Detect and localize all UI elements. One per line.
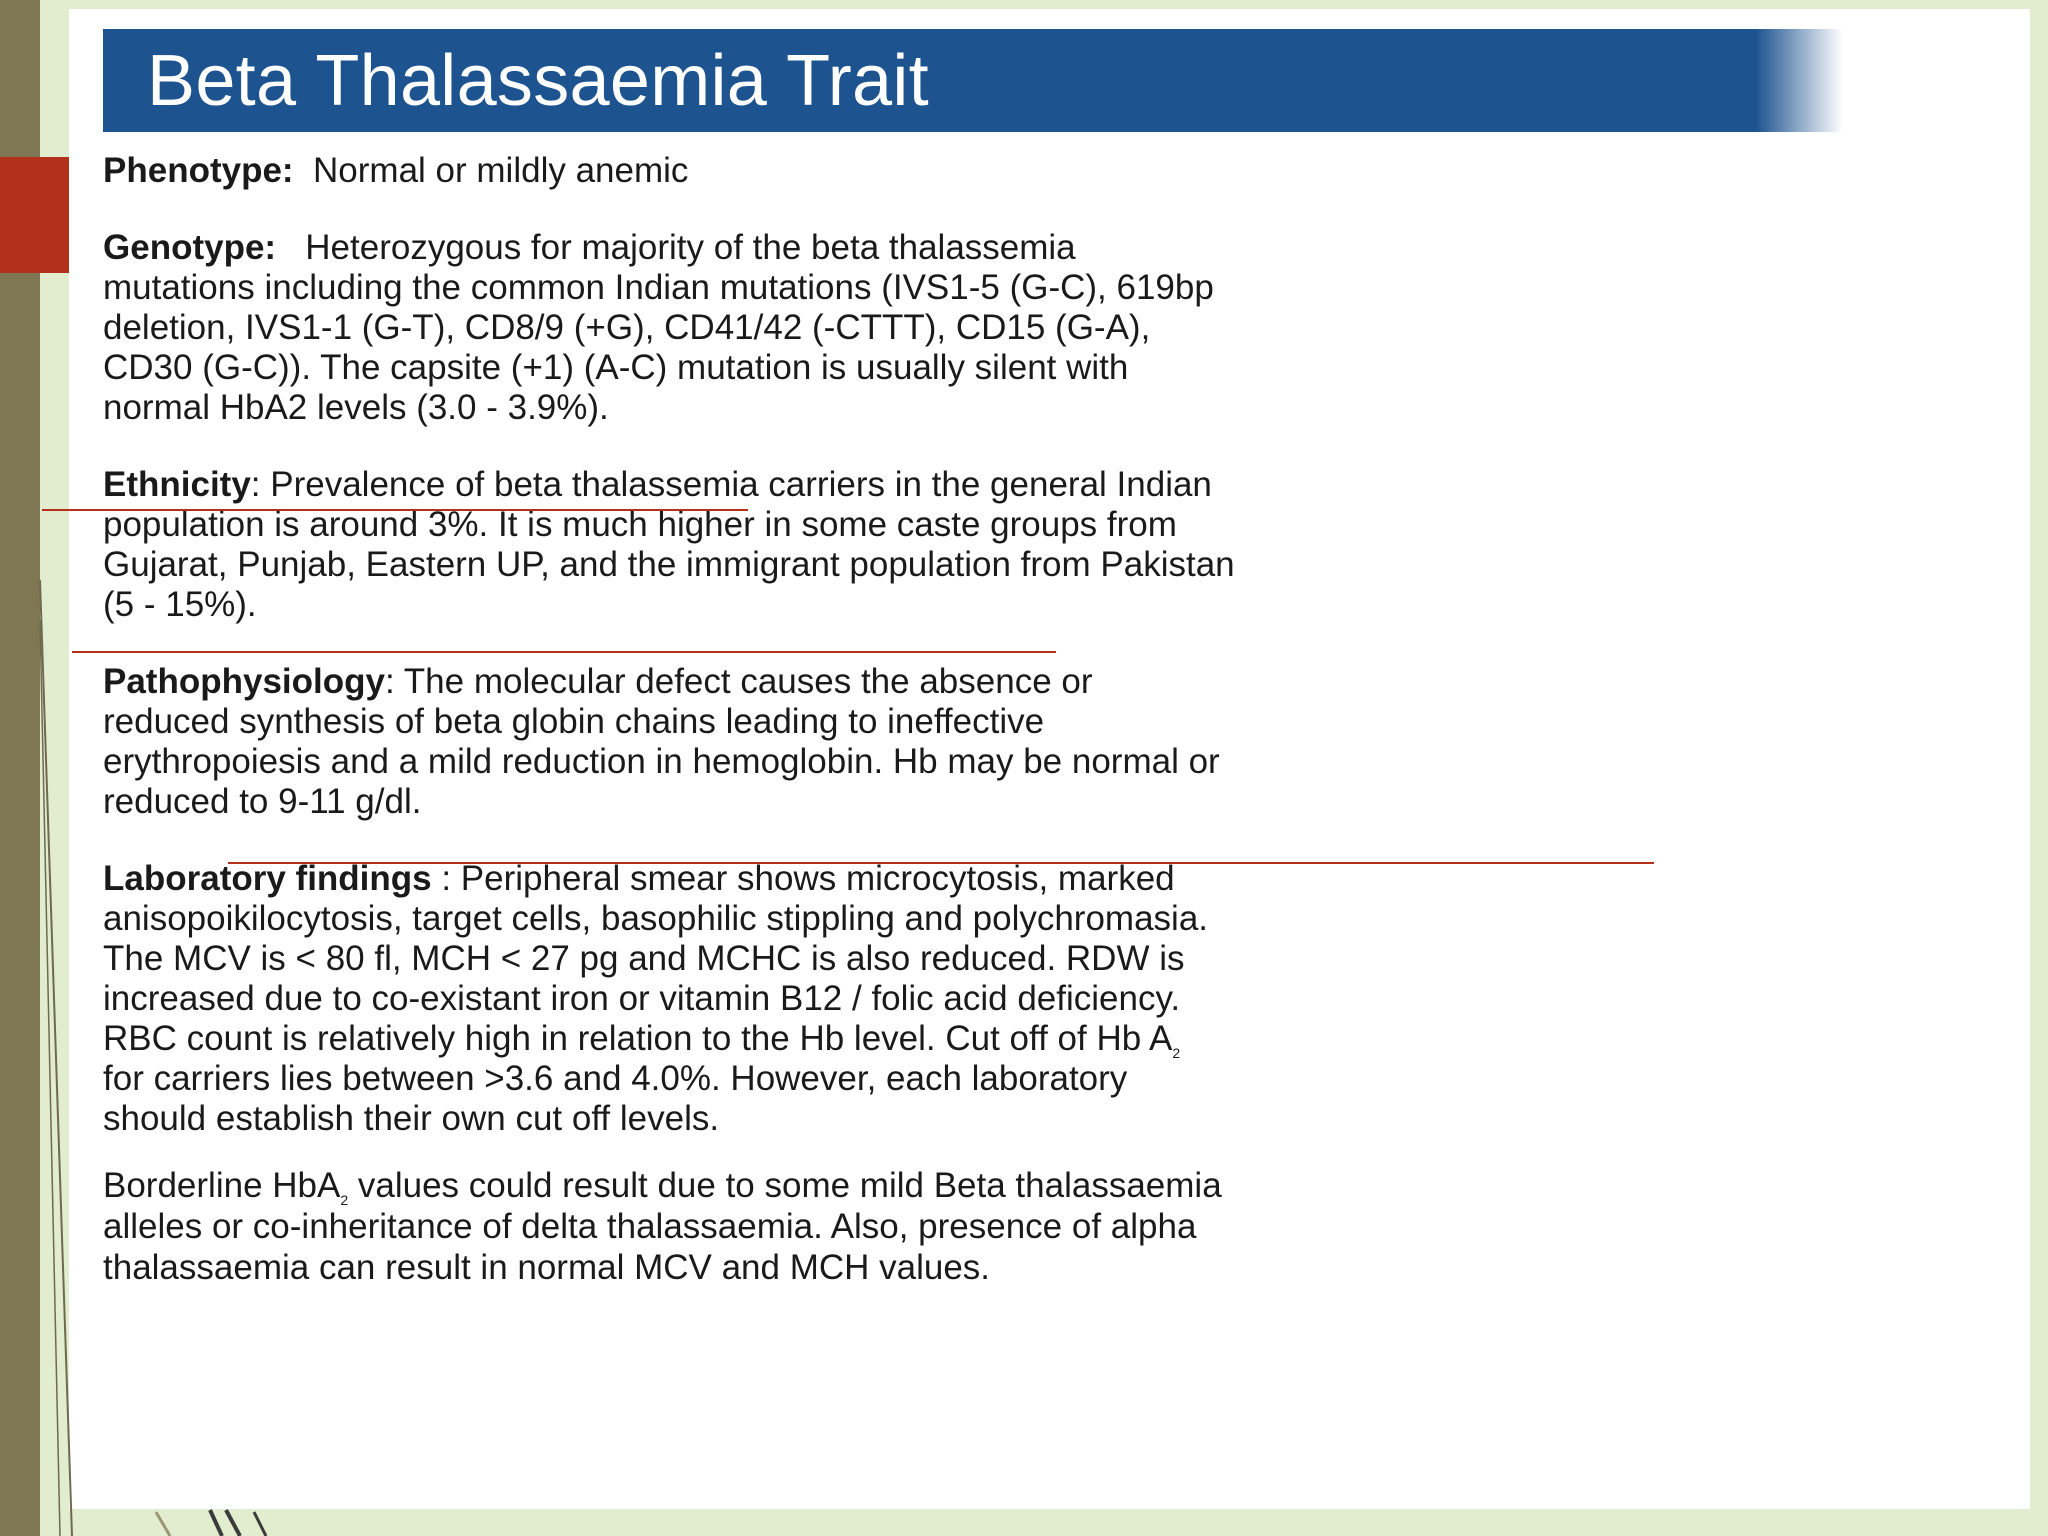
borderline-line-3: thalassaemia can result in normal MCV and MCH values. xyxy=(103,1248,991,1287)
genotype-line-4: CD30 (G-C)). The capsite (+1) (A-C) mutation is usually silent with xyxy=(103,348,1129,387)
pathophysiology-text-1: : The molecular defect causes the absence or xyxy=(384,662,1093,701)
ethnicity-text-1: : Prevalence of beta thalassemia carriers in the general Indian xyxy=(250,465,1212,504)
diagonal-stroke-1 xyxy=(40,580,72,1536)
laboratory-section xyxy=(103,859,1983,1139)
phenotype-text: Normal or mildly anemic xyxy=(313,151,689,190)
genotype-line-2: mutations including the common Indian mutations (IVS1-5 (G-C), 619bp xyxy=(103,268,1214,307)
genotype-line-1 xyxy=(103,228,1983,268)
borderline-lead: Borderline HbA xyxy=(103,1166,341,1205)
bottom-mark-1 xyxy=(156,1512,170,1536)
title-banner xyxy=(103,29,1843,132)
laboratory-text-5: RBC count is relatively high in relation to the Hb level. Cut off of Hb A xyxy=(103,1019,1173,1058)
laboratory-line-1 xyxy=(103,859,1983,899)
genotype-section xyxy=(103,228,1983,428)
borderline-line-1 xyxy=(103,1165,1983,1206)
pathophysiology-line-4: reduced to 9-11 g/dl. xyxy=(103,782,422,821)
phenotype-line-1 xyxy=(103,151,1983,191)
laboratory-line-7: should establish their own cut off levels. xyxy=(103,1099,720,1138)
phenotype-label: Phenotype: xyxy=(103,151,294,190)
laboratory-line-4: increased due to co-existant iron or vitamin B12 / folic acid deficiency. xyxy=(103,979,1181,1018)
laboratory-text-1: : Peripheral smear shows microcytosis, marked xyxy=(431,859,1175,898)
laboratory-line-3: The MCV is < 80 fl, MCH < 27 pg and MCHC is also reduced. RDW is xyxy=(103,939,1185,978)
borderline-line-2: alleles or co-inheritance of delta thalassaemia. Also, presence of alpha xyxy=(103,1207,1197,1246)
bottom-mark-2 xyxy=(210,1510,222,1536)
ethnicity-section xyxy=(103,465,1983,625)
laboratory-line-2: anisopoikilocytosis, target cells, basophilic stippling and polychromasia. xyxy=(103,899,1209,938)
laboratory-line-6: for carriers lies between >3.6 and 4.0%. However, each laboratory xyxy=(103,1059,1128,1098)
genotype-label: Genotype: xyxy=(103,228,277,267)
slide-title: Beta Thalassaemia Trait xyxy=(147,41,929,121)
borderline-text-1: values could result due to some mild Beta thalassaemia xyxy=(348,1166,1222,1205)
pathophysiology-section xyxy=(103,662,1983,822)
bottom-mark-4 xyxy=(254,1512,266,1536)
genotype-line-5: normal HbA2 levels (3.0 - 3.9%). xyxy=(103,388,609,427)
bottom-mark-3 xyxy=(226,1510,240,1536)
diagonal-stroke-2 xyxy=(40,620,60,1536)
pathophysiology-line-1 xyxy=(103,662,1983,702)
pathophysiology-line-2: reduced synthesis of beta globin chains leading to ineffective xyxy=(103,702,1045,741)
pathophysiology-line-3: erythropoiesis and a mild reduction in hemoglobin. Hb may be normal or xyxy=(103,742,1220,781)
laboratory-subscript: 2 xyxy=(1172,1045,1181,1061)
phenotype-section xyxy=(103,151,1983,191)
genotype-line-3: deletion, IVS1-1 (G-T), CD8/9 (+G), CD41/42 (-CTTT), CD15 (G-A), xyxy=(103,308,1151,347)
ethnicity-line-2: population is around 3%. It is much higher in some caste groups from xyxy=(103,505,1177,544)
pathophysiology-label: Pathophysiology xyxy=(103,662,385,701)
borderline-section xyxy=(103,1165,1983,1288)
genotype-text-1: Heterozygous for majority of the beta thalassemia xyxy=(305,228,1076,267)
ethnicity-line-3: Gujarat, Punjab, Eastern UP, and the immigrant population from Pakistan xyxy=(103,545,1235,584)
slide-body xyxy=(103,151,1983,1325)
red-accent-tab xyxy=(0,157,69,273)
slide-content-area xyxy=(69,9,2030,1509)
borderline-subscript: 2 xyxy=(340,1192,349,1208)
ethnicity-line-1 xyxy=(103,465,1983,505)
ethnicity-label: Ethnicity xyxy=(103,465,251,504)
laboratory-label: Laboratory findings xyxy=(103,859,432,898)
ethnicity-line-4: (5 - 15%). xyxy=(103,585,257,624)
laboratory-line-5 xyxy=(103,1019,1983,1059)
